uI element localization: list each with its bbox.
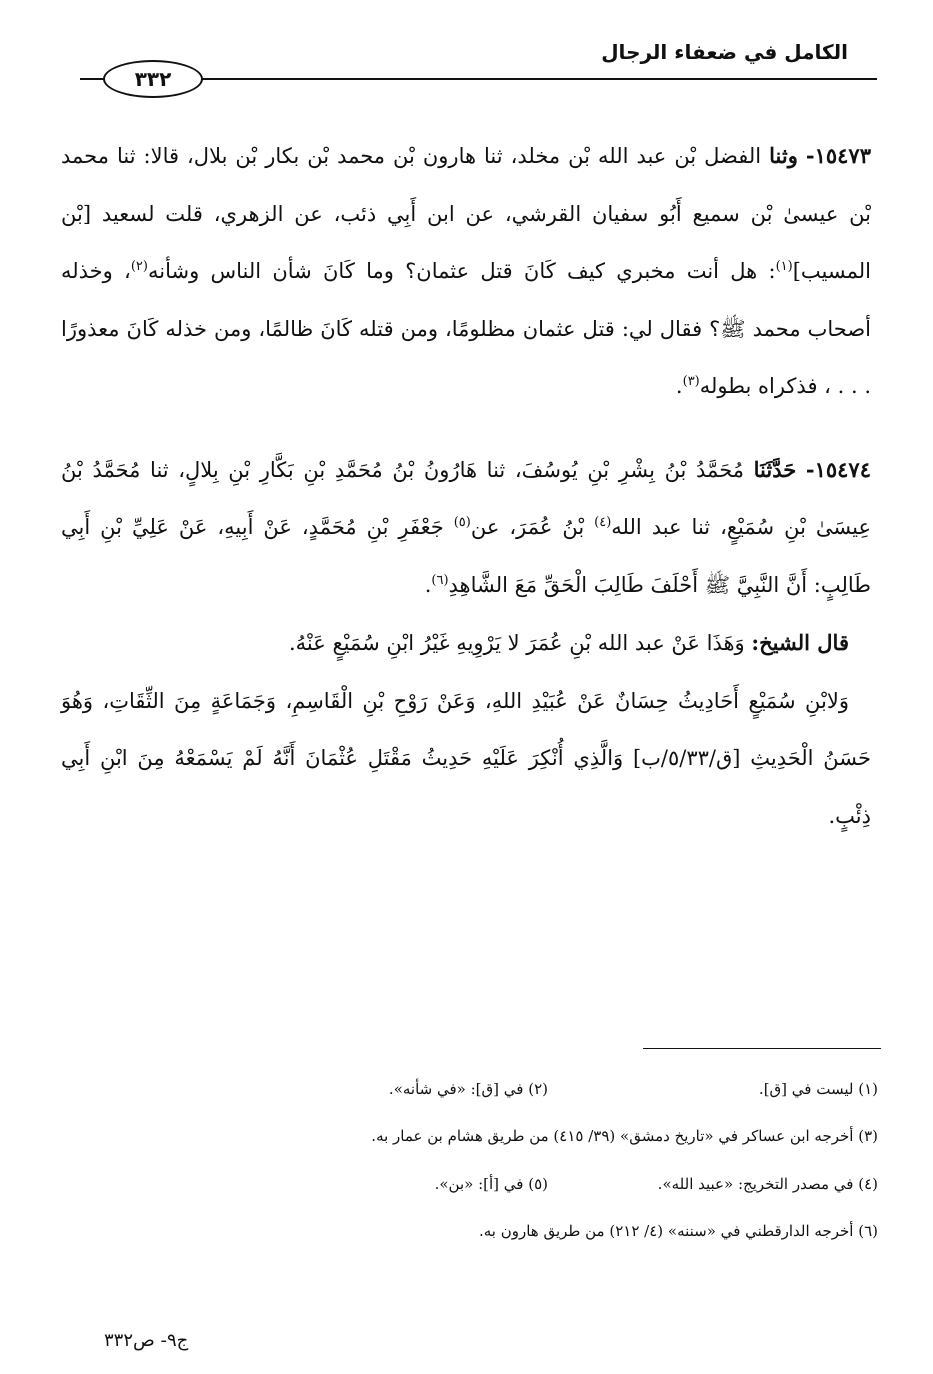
paragraph-text: .	[424, 572, 432, 597]
footnote-4: (٤) في مصدر التخريج: «عبيد الله».	[657, 1174, 878, 1193]
paragraph-15474	[61, 441, 871, 615]
page-number-badge	[103, 60, 203, 98]
running-header-title: الكامل في ضعفاء الرجال	[601, 40, 848, 64]
paragraph-text: : هل أنت مخبري كيف كَانَ قتل عثمان؟ وما كَانَ شأن الناس وشأنه	[147, 259, 776, 283]
footnote-3: (٣) أخرجه ابن عساكر في «تاريخ دمشق» (٣٩/ ٤١٥) من طريق هشام بن عمار به.	[371, 1127, 878, 1146]
footnote-ref: (٢)	[130, 259, 148, 274]
paragraph-text: ، وخذله أصحاب محمد ﷺ؟ فقال لي: قتل عثمان مظلومًا، ومن قتله كَانَ ظالمًا، ومن خذله كَانَ معذورًا . . . ، فذكراه بطوله	[61, 259, 871, 398]
footnotes	[58, 1065, 878, 1255]
narration-keyword: حَدَّثَنَا	[753, 456, 797, 482]
paragraph-text: .	[675, 374, 683, 398]
narration-keyword: وثنا	[769, 143, 798, 168]
hadith-number: ١٥٤٧٣-	[805, 143, 871, 168]
footnote-1: (١) ليست في [ق].	[758, 1079, 878, 1098]
paragraph-text: مُحَمَّدُ بْنُ بِشْرِ بْنِ يُوسُفَ، ثنا هَارُونُ بْنُ مُحَمَّدِ بْنِ بَكَّارِ بْنِ بِلالٍ، ثنا مُحَمَّدُ بْنُ عِيسَىٰ بْنِ سُمَيْعٍ، ثنا عبد الله	[61, 457, 871, 539]
footnote-row	[58, 1160, 878, 1208]
paragraph-ibn-sumay	[61, 673, 871, 846]
footnote-row	[58, 1113, 878, 1161]
footnote-ref: (٥)	[453, 515, 471, 530]
paragraph-text: الفضل بْن عبد الله بْن مخلد، ثنا هارون بْن محمد بْن بكار بْن بلال، قالا: ثنا محمد بْن عيسىٰ بْن سميع أَبُو سفيان القرشي، عن ابن أَبِي ذئب، عن الزهري، قلت لسعيد [بْن المسيب]	[61, 144, 871, 283]
footnote-ref: (٣)	[682, 374, 700, 389]
paragraph-text: جَعْفَرِ بْنِ مُحَمَّدٍ، عَنْ أَبِيهِ، عَنْ عَلِيِّ بْنِ أَبِي طَالِبٍ: أَنَّ النَّبِيَّ ﷺ أَحْلَفَ طَالِبَ الْحَقِّ مَعَ الشَّاهِدِ	[61, 515, 871, 597]
footnote-row	[58, 1208, 878, 1256]
footnote-ref: (٤)	[594, 515, 612, 530]
volume-page-reference: ج٩- ص٣٣٢	[104, 1330, 189, 1351]
footnote-row	[58, 1065, 878, 1113]
footnote-separator	[643, 1048, 881, 1049]
footnote-ref: (١)	[775, 259, 793, 274]
paragraph-shaykh-comment	[61, 614, 871, 673]
main-text	[61, 127, 871, 845]
paragraph-text: وَلابْنِ سُمَيْعٍ أَحَادِيثُ حِسَانٌ عَنْ عُبَيْدِ اللهِ، وَعَنْ رَوْحِ بْنِ الْقَاسِمِ، وَجَمَاعَةٍ مِنَ الثِّقَاتِ، وَهُوَ حَسَنُ الْحَدِيثِ [ق/٥/٣٣/ب] وَالَّذِي أُنْكِرَ عَلَيْهِ حَدِيثُ مَقْتَلِ عُثْمَانَ أَنَّهُ لَمْ يَسْمَعْهُ مِنَ ابْنِ أَبِي ذِئْبٍ.	[61, 688, 871, 828]
footnote-2: (٢) في [ق]: «في شأنه».	[388, 1079, 548, 1098]
paragraph-text: وَهَذَا عَنْ عبد الله بْنِ عُمَرَ لا يَرْوِيهِ غَيْرُ ابْنِ سُمَيْعٍ عَنْهُ.	[288, 631, 752, 655]
footnote-5: (٥) في [أ]: «بن».	[434, 1174, 548, 1193]
footnote-ref: (٦)	[431, 572, 449, 588]
paragraph-15473	[61, 127, 871, 416]
hadith-number: ١٥٤٧٤-	[805, 456, 871, 482]
shaykh-keyword: قال الشيخ:	[751, 630, 849, 655]
page-number: ٣٣٢	[134, 67, 172, 91]
footnote-6: (٦) أخرجه الدارقطني في «سننه» (٤/ ٢١٢) من طريق هارون به.	[478, 1222, 878, 1241]
paragraph-text: بْنُ عُمَرَ، عن	[470, 515, 595, 539]
